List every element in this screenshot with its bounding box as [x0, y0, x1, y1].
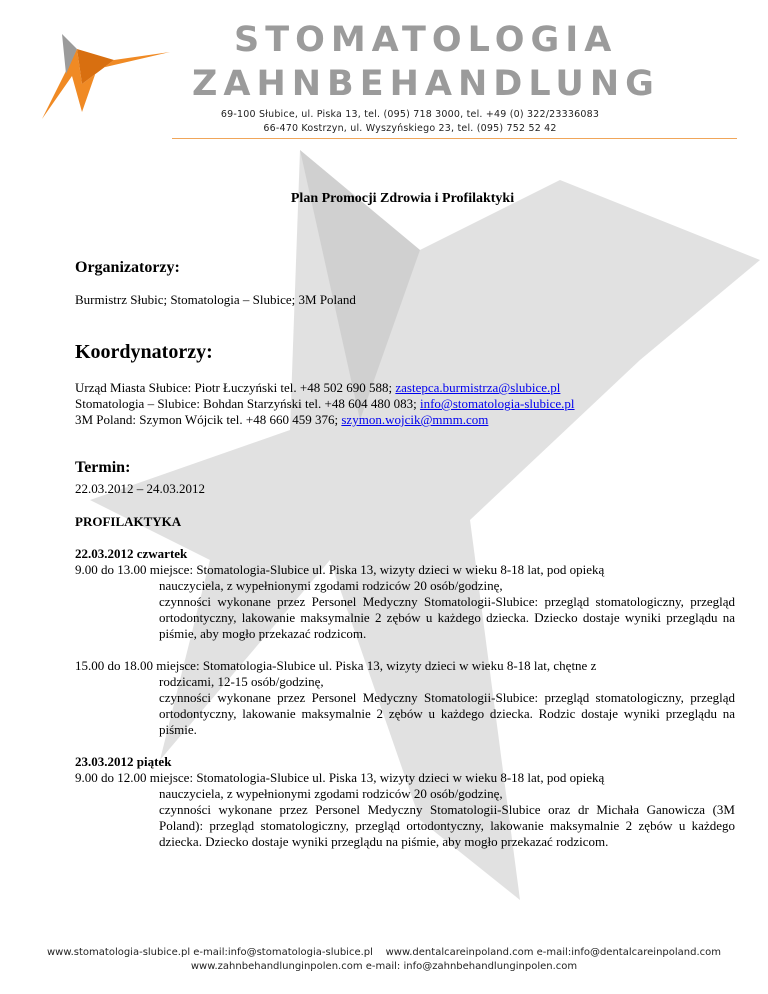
footer-line-1: www.stomatologia-slubice.pl e-mail:info@stomatologia-slubice.pl www.dentalcareinpoland.com e-mail:info@dentalcareinpoland.com — [46, 947, 722, 958]
section-heading: PROFILAKTYKA — [75, 514, 182, 529]
day1-entry-1-first: 9.00 do 13.00 miejsce: Stomatologia-Slubice ul. Piska 13, wizyty dzieci w wieku 8-18 lat, pod opieką — [75, 562, 605, 577]
clinic-logo-icon — [22, 14, 172, 124]
brand-line-2: ZAHNBEHANDLUNG — [192, 64, 660, 104]
coordinator-line-1 — [75, 380, 735, 396]
coordinator-2-email[interactable]: info@stomatologia-slubice.pl — [419, 396, 575, 411]
footer-line-2: www.zahnbehandlunginpolen.com e-mail: info@zahnbehandlunginpolen.com — [190, 961, 578, 972]
coordinator-3-text: 3M Poland: Szymon Wójcik tel. +48 660 459 376; — [75, 412, 342, 427]
day1-entry-2-tasks: czynności wykonane przez Personel Medyczny Stomatologii-Slubice: przegląd stomatologiczny, przegląd ortodontyczny, lakowanie maksymalnie 2 zębów u każdego dziecka. Rodzic dostaje wyniki przeglądu na piśmie. — [159, 690, 735, 737]
coordinators-heading: Koordynatorzy: — [75, 341, 213, 363]
address-line-2: 66-470 Kostrzyn, ul. Wyszyńskiego 23, tel. (095) 752 52 42 — [263, 123, 557, 134]
day1-entry-2 — [75, 658, 735, 738]
organizers-text: Burmistrz Słubic; Stomatologia – Slubice; 3M Poland — [75, 292, 356, 307]
document-title: Plan Promocji Zdrowia i Profilaktyki — [290, 191, 515, 206]
day1-entry-1-tasks: czynności wykonane przez Personel Medyczny Stomatologii-Slubice: przegląd stomatologiczny, przegląd ortodontyczny, lakowanie maksymalnie 2 zębów u każdego dziecka. Dziecko dostaje wyniki przeglądu na piśmie, aby mogło przekazać rodzicom. — [159, 594, 735, 641]
header-address — [200, 108, 620, 136]
coordinator-1-text: Urząd Miasta Słubice: Piotr Łuczyński tel. +48 502 690 588; — [75, 380, 396, 395]
coordinator-2-text: Stomatologia – Slubice: Bohdan Starzyński tel. +48 604 480 083; — [75, 396, 420, 411]
term-heading: Termin: — [75, 459, 131, 476]
day1-heading: 22.03.2012 czwartek — [75, 546, 188, 561]
brand-line-1: STOMATOLOGIA — [234, 20, 618, 60]
day2-entry-1-first: 9.00 do 12.00 miejsce: Stomatologia-Slubice ul. Piska 13, wizyty dzieci w wieku 8-18 lat, pod opieką — [75, 770, 605, 785]
term-text: 22.03.2012 – 24.03.2012 — [75, 481, 205, 496]
organizers-heading: Organizatorzy: — [75, 259, 180, 276]
page-footer — [0, 946, 768, 974]
day1-entry-1-rest: nauczyciela, z wypełnionymi zgodami rodziców 20 osób/godzinę, — [159, 578, 503, 593]
coordinator-3-email[interactable]: szymon.wojcik@mmm.com — [341, 412, 489, 427]
header-divider — [172, 138, 737, 139]
coordinator-1-email[interactable]: zastepca.burmistrza@slubice.pl — [395, 380, 561, 395]
day2-entry-1-tasks: czynności wykonane przez Personel Medyczny Stomatologii-Slubice oraz dr Michała Ganowicza (3M Poland): przegląd stomatologiczny, przegląd ortodontyczny, lakowanie maksymalnie 2 zębów u każdego dziecka. Dziecko dostaje wyniki przeglądu na piśmie, aby mogło przekazać rodzicom. — [159, 802, 735, 849]
day2-entry-1-rest: nauczyciela, z wypełnionymi zgodami rodziców 20 osób/godzinę, — [159, 786, 503, 801]
brand-name — [192, 18, 660, 106]
day2-heading: 23.03.2012 piątek — [75, 754, 172, 769]
day1-entry-2-first: 15.00 do 18.00 miejsce: Stomatologia-Slubice ul. Piska 13, wizyty dzieci w wieku 8-18 lat, chętne z — [75, 658, 597, 673]
day2-entry-1 — [75, 770, 735, 850]
day1-entry-2-rest: rodzicami, 12-15 osób/godzinę, — [159, 674, 324, 689]
coordinator-line-3 — [75, 412, 735, 428]
coordinator-line-2 — [75, 396, 735, 412]
address-line-1: 69-100 Słubice, ul. Piska 13, tel. (095) 718 3000, tel. +49 (0) 322/23336083 — [220, 109, 600, 120]
day1-entry-1 — [75, 562, 735, 642]
